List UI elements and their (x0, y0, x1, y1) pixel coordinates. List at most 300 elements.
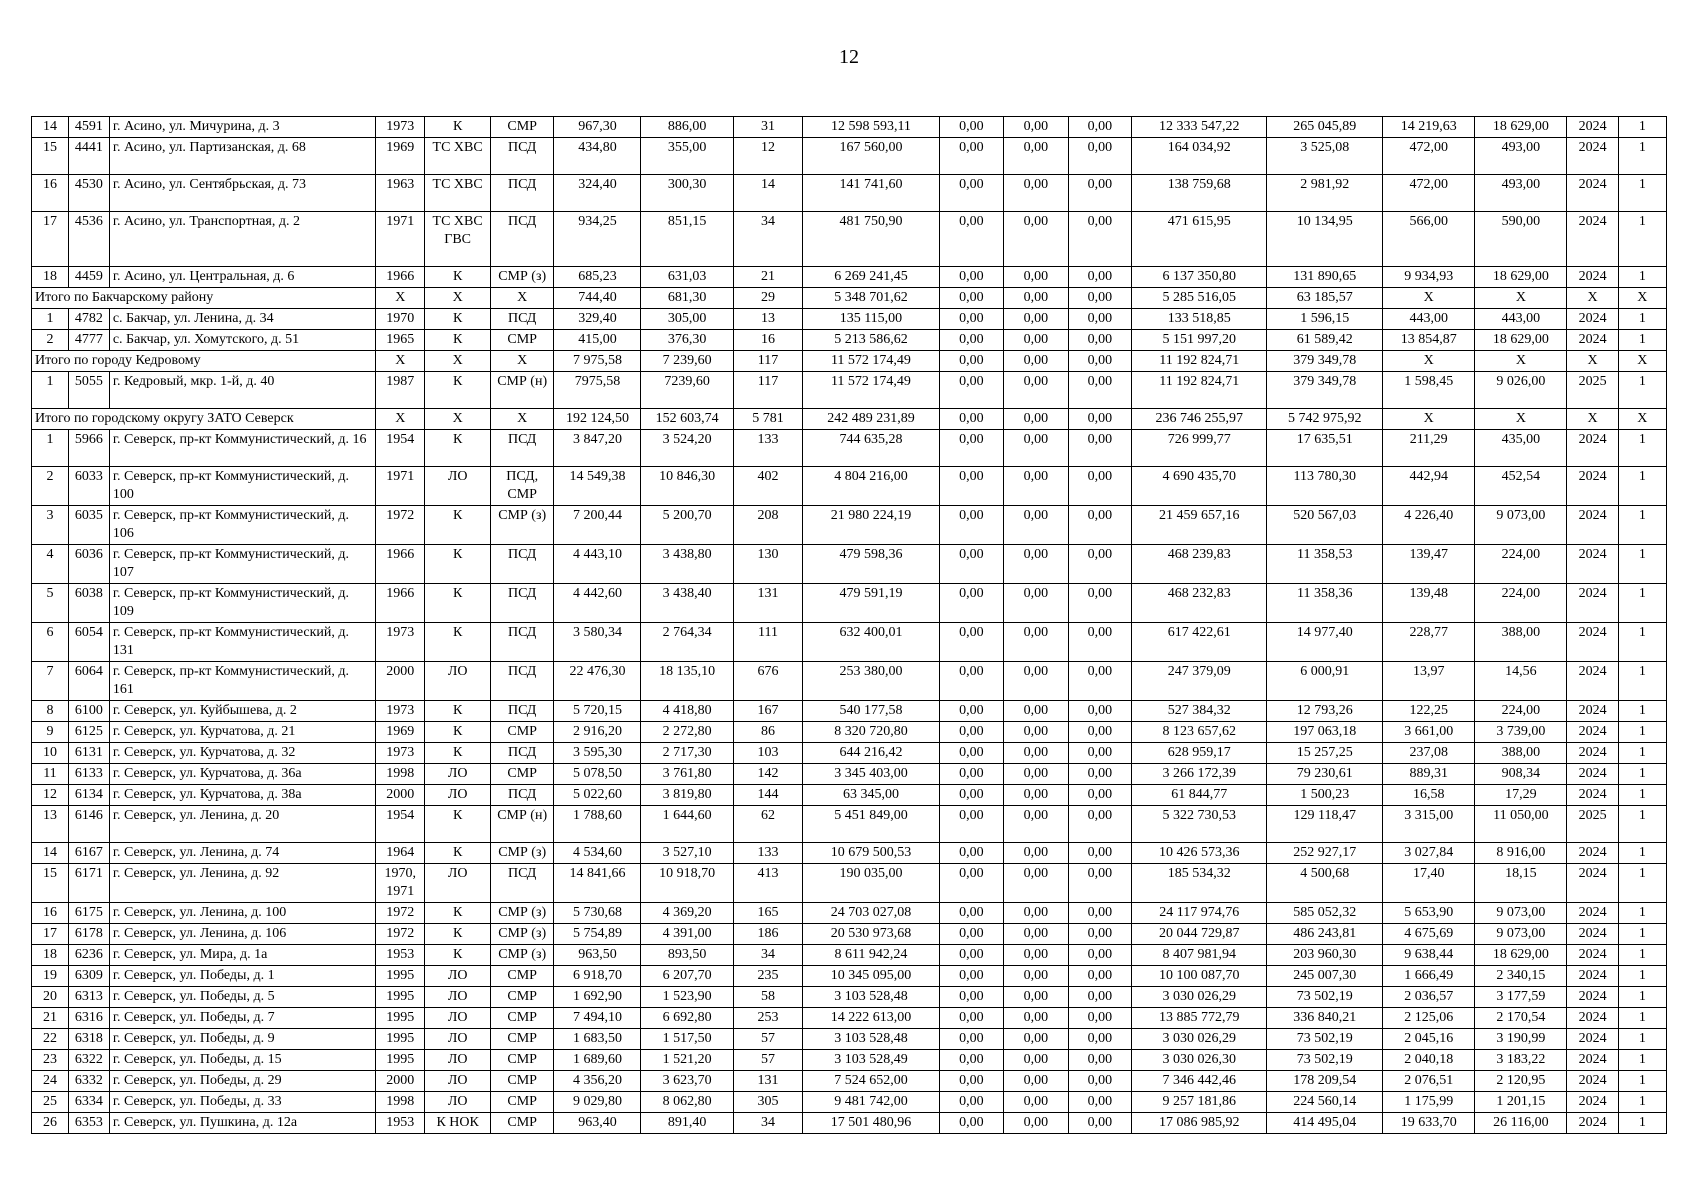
table-cell: ЛО (425, 966, 491, 987)
table-cell: 0,00 (939, 785, 1004, 806)
table-cell: 2 981,92 (1267, 175, 1383, 212)
address-cell: г. Северск, ул. Ленина, д. 100 (109, 903, 375, 924)
table-cell: 0,00 (1068, 545, 1132, 584)
table-cell: 164 034,92 (1132, 138, 1267, 175)
table-cell: 18 629,00 (1475, 267, 1567, 288)
table-cell: 142 (733, 764, 803, 785)
table-cell: 0,00 (1004, 623, 1069, 662)
table-cell: 4 675,69 (1383, 924, 1475, 945)
table-cell: 20 530 973,68 (803, 924, 939, 945)
address-cell: с. Бакчар, ул. Ленина, д. 34 (109, 309, 375, 330)
table-cell: 17 635,51 (1267, 430, 1383, 467)
table-cell: 1 517,50 (641, 1029, 733, 1050)
table-cell: 2 272,80 (641, 722, 733, 743)
address-cell: г. Северск, ул. Пушкина, д. 12а (109, 1113, 375, 1134)
table-cell: СМР (з) (490, 945, 554, 966)
table-cell: 2024 (1567, 1092, 1618, 1113)
table-cell: 1954 (376, 806, 425, 843)
table-cell: 26 116,00 (1475, 1113, 1567, 1134)
table-cell: 0,00 (1068, 806, 1132, 843)
table-cell: 15 (32, 864, 69, 903)
table-cell: К (425, 945, 491, 966)
table-cell: 520 567,03 (1267, 506, 1383, 545)
table-cell: 1 (1618, 584, 1666, 623)
table-cell: 324,40 (554, 175, 641, 212)
table-cell: ЛО (425, 467, 491, 506)
table-cell: 26 (32, 1113, 69, 1134)
table-cell: 0,00 (1004, 743, 1069, 764)
table-cell: 0,00 (1068, 987, 1132, 1008)
table-cell: 5 754,89 (554, 924, 641, 945)
table-cell: 0,00 (1068, 467, 1132, 506)
table-cell: 13 (733, 309, 803, 330)
total-cell: Х (1618, 288, 1666, 309)
table-cell: 22 (32, 1029, 69, 1050)
table-cell: 1 (1618, 966, 1666, 987)
table-cell: 2024 (1567, 467, 1618, 506)
table-cell: 0,00 (939, 722, 1004, 743)
total-cell: Х (376, 288, 425, 309)
table-cell: 13 (32, 806, 69, 843)
table-cell: 21 459 657,16 (1132, 506, 1267, 545)
table-cell: 144 (733, 785, 803, 806)
table-cell: 2 (32, 330, 69, 351)
table-cell: 0,00 (1004, 1092, 1069, 1113)
table-cell: 8 123 657,62 (1132, 722, 1267, 743)
table-cell: 2 170,54 (1475, 1008, 1567, 1029)
total-cell: Х (490, 288, 554, 309)
table-cell: 1 (32, 309, 69, 330)
table-cell: 73 502,19 (1267, 1050, 1383, 1071)
table-cell: 5055 (68, 372, 109, 409)
table-cell: 1 596,15 (1267, 309, 1383, 330)
table-cell: 2024 (1567, 1113, 1618, 1134)
table-cell: 2024 (1567, 1050, 1618, 1071)
address-cell: г. Северск, ул. Курчатова, д. 36а (109, 764, 375, 785)
table-cell: 726 999,77 (1132, 430, 1267, 467)
table-cell: 617 422,61 (1132, 623, 1267, 662)
table-cell: 0,00 (939, 1008, 1004, 1029)
total-cell: Х (1383, 351, 1475, 372)
table-cell: ЛО (425, 662, 491, 701)
table-cell: 1965 (376, 330, 425, 351)
table-cell: 0,00 (939, 662, 1004, 701)
table-cell: 6133 (68, 764, 109, 785)
table-cell: 9 073,00 (1475, 924, 1567, 945)
table-cell: К (425, 584, 491, 623)
table-cell: 0,00 (939, 175, 1004, 212)
total-cell: 379 349,78 (1267, 351, 1383, 372)
table-cell: 5 (32, 584, 69, 623)
address-cell: г. Северск, пр-кт Коммунистический, д. 109 (109, 584, 375, 623)
total-cell: Х (490, 351, 554, 372)
table-cell: 0,00 (939, 1113, 1004, 1134)
table-cell: 15 257,25 (1267, 743, 1383, 764)
table-cell: 0,00 (1068, 506, 1132, 545)
table-cell: 1 (32, 430, 69, 467)
total-cell: 0,00 (939, 409, 1004, 430)
table-row (32, 1008, 1667, 1029)
total-cell: Х (1475, 409, 1567, 430)
table-cell: 0,00 (1068, 924, 1132, 945)
table-cell: 0,00 (1068, 309, 1132, 330)
table-cell: 224,00 (1475, 701, 1567, 722)
table-cell: 133 (733, 430, 803, 467)
table-cell: 644 216,42 (803, 743, 939, 764)
table-cell: 1995 (376, 1050, 425, 1071)
total-cell: Х (1567, 409, 1618, 430)
address-cell: г. Асино, ул. Сентябрьская, д. 73 (109, 175, 375, 212)
table-cell: 4 500,68 (1267, 864, 1383, 903)
table-cell: 1963 (376, 175, 425, 212)
table-cell: 0,00 (1004, 843, 1069, 864)
table-cell: 2 764,34 (641, 623, 733, 662)
table-cell: 14 841,66 (554, 864, 641, 903)
table-cell: 228,77 (1383, 623, 1475, 662)
table-cell: 1972 (376, 506, 425, 545)
table-cell: 0,00 (1068, 584, 1132, 623)
table-row (32, 945, 1667, 966)
table-cell: ПСД (490, 864, 554, 903)
table-cell: 2024 (1567, 945, 1618, 966)
table-cell: 0,00 (1068, 138, 1132, 175)
table-cell: 6035 (68, 506, 109, 545)
table-row (32, 372, 1667, 409)
table-cell: 1 (1618, 138, 1666, 175)
table-cell: К (425, 372, 491, 409)
table-row (32, 843, 1667, 864)
table-cell: 1 (1618, 722, 1666, 743)
table-cell: 388,00 (1475, 623, 1567, 662)
table-cell: 1995 (376, 1029, 425, 1050)
table-cell: 0,00 (1004, 987, 1069, 1008)
table-cell: К (425, 924, 491, 945)
total-cell: 117 (733, 351, 803, 372)
table-row (32, 1071, 1667, 1092)
table-cell: 24 (32, 1071, 69, 1092)
table-cell: 1971 (376, 467, 425, 506)
address-cell: г. Северск, пр-кт Коммунистический, д. 131 (109, 623, 375, 662)
address-cell: г. Асино, ул. Транспортная, д. 2 (109, 212, 375, 267)
table-cell: 3 177,59 (1475, 987, 1567, 1008)
table-cell: 2024 (1567, 267, 1618, 288)
table-cell: 18 (32, 945, 69, 966)
table-cell: 3 527,10 (641, 843, 733, 864)
table-cell: 10 345 095,00 (803, 966, 939, 987)
table-cell: 34 (733, 1113, 803, 1134)
total-cell: Х (425, 409, 491, 430)
table-cell: 0,00 (1004, 175, 1069, 212)
table-cell: 0,00 (1004, 267, 1069, 288)
table-cell: 4782 (68, 309, 109, 330)
table-cell: 1 523,90 (641, 987, 733, 1008)
table-cell: 61 844,77 (1132, 785, 1267, 806)
total-cell: Х (425, 288, 491, 309)
table-cell: 6353 (68, 1113, 109, 1134)
table-cell: 252 927,17 (1267, 843, 1383, 864)
table-cell: 1 692,90 (554, 987, 641, 1008)
table-cell: 247 379,09 (1132, 662, 1267, 701)
table-cell: 6 918,70 (554, 966, 641, 987)
table-cell: 4441 (68, 138, 109, 175)
table-cell: 19 (32, 966, 69, 987)
address-cell: с. Бакчар, ул. Хомутского, д. 51 (109, 330, 375, 351)
table-row (32, 212, 1667, 267)
table-cell: 3 103 528,48 (803, 987, 939, 1008)
table-cell: 6318 (68, 1029, 109, 1050)
table-cell: 0,00 (1068, 175, 1132, 212)
table-cell: 0,00 (1004, 545, 1069, 584)
table-cell: 1995 (376, 987, 425, 1008)
table-row (32, 175, 1667, 212)
table-row (32, 267, 1667, 288)
table-row (32, 864, 1667, 903)
table-cell: 2024 (1567, 506, 1618, 545)
table-cell: 6125 (68, 722, 109, 743)
total-cell: Х (376, 409, 425, 430)
table-cell: 1 (1618, 1050, 1666, 1071)
table-cell: 122,25 (1383, 701, 1475, 722)
table-cell: 676 (733, 662, 803, 701)
table-cell: 1995 (376, 966, 425, 987)
table-cell: 13,97 (1383, 662, 1475, 701)
table-cell: 967,30 (554, 117, 641, 138)
table-cell: 1970 (376, 309, 425, 330)
table-cell: 1953 (376, 1113, 425, 1134)
table-cell: 1971 (376, 212, 425, 267)
table-cell: 7 346 442,46 (1132, 1071, 1267, 1092)
table-cell: 2000 (376, 1071, 425, 1092)
table-cell: 1 (1618, 924, 1666, 945)
table-cell: 9 073,00 (1475, 903, 1567, 924)
table-cell: 336 840,21 (1267, 1008, 1383, 1029)
table-cell: 0,00 (1004, 430, 1069, 467)
table-cell: 472,00 (1383, 138, 1475, 175)
table-cell: 0,00 (1068, 623, 1132, 662)
table-cell: 11 358,36 (1267, 584, 1383, 623)
total-cell: Х (1475, 351, 1567, 372)
table-cell: 3 524,20 (641, 430, 733, 467)
table-row (32, 506, 1667, 545)
table-cell: 14 977,40 (1267, 623, 1383, 662)
total-cell: 7 239,60 (641, 351, 733, 372)
table-cell: 0,00 (939, 1092, 1004, 1113)
table-cell: 0,00 (1068, 945, 1132, 966)
table-row (32, 764, 1667, 785)
table-cell: 0,00 (939, 506, 1004, 545)
table-cell: 141 741,60 (803, 175, 939, 212)
table-cell: 1 (1618, 117, 1666, 138)
table-cell: 4 356,20 (554, 1071, 641, 1092)
table-cell: 2024 (1567, 545, 1618, 584)
table-cell: ПСД (490, 785, 554, 806)
table-cell: 2 045,16 (1383, 1029, 1475, 1050)
table-cell: 203 960,30 (1267, 945, 1383, 966)
table-cell: 2 916,20 (554, 722, 641, 743)
table-cell: 208 (733, 506, 803, 545)
table-cell: 14,56 (1475, 662, 1567, 701)
table-cell: 1 (1618, 662, 1666, 701)
table-cell: 2025 (1567, 372, 1618, 409)
table-cell: 566,00 (1383, 212, 1475, 267)
table-cell: 6 269 241,45 (803, 267, 939, 288)
table-cell: 111 (733, 623, 803, 662)
table-cell: 17 (32, 212, 69, 267)
table-cell: К (425, 843, 491, 864)
table-cell: 3 438,80 (641, 545, 733, 584)
table-cell: 893,50 (641, 945, 733, 966)
table-cell: 4530 (68, 175, 109, 212)
table-cell: 117 (733, 372, 803, 409)
total-cell: Х (425, 351, 491, 372)
table-cell: СМР (з) (490, 903, 554, 924)
table-cell: 34 (733, 945, 803, 966)
table-cell: 6 (32, 623, 69, 662)
table-cell: 0,00 (1004, 1008, 1069, 1029)
table-cell: 2024 (1567, 924, 1618, 945)
table-cell: СМР (490, 117, 554, 138)
table-cell: 4 690 435,70 (1132, 467, 1267, 506)
table-cell: 0,00 (1004, 467, 1069, 506)
table-cell: 1998 (376, 1092, 425, 1113)
table-row (32, 743, 1667, 764)
table-cell: 0,00 (939, 372, 1004, 409)
table-cell: 6146 (68, 806, 109, 843)
table-cell: 6309 (68, 966, 109, 987)
address-cell: г. Северск, ул. Курчатова, д. 38а (109, 785, 375, 806)
table-cell: ПСД, СМР (490, 467, 554, 506)
table-cell: 21 980 224,19 (803, 506, 939, 545)
table-cell: 0,00 (939, 430, 1004, 467)
table-cell: 329,40 (554, 309, 641, 330)
table-cell: СМР (з) (490, 506, 554, 545)
table-cell: ЛО (425, 1029, 491, 1050)
table-cell: СМР (з) (490, 267, 554, 288)
table-cell: 2024 (1567, 623, 1618, 662)
address-cell: г. Северск, пр-кт Коммунистический, д. 107 (109, 545, 375, 584)
table-cell: 1 689,60 (554, 1050, 641, 1071)
table-cell: 131 (733, 584, 803, 623)
table-cell: ПСД (490, 138, 554, 175)
total-cell: Х (1618, 351, 1666, 372)
table-cell: 5 451 849,00 (803, 806, 939, 843)
table-cell: 414 495,04 (1267, 1113, 1383, 1134)
table-cell: 3 103 528,48 (803, 1029, 939, 1050)
table-row (32, 987, 1667, 1008)
address-cell: г. Северск, ул. Ленина, д. 106 (109, 924, 375, 945)
table-cell: 7 494,10 (554, 1008, 641, 1029)
table-cell: 2024 (1567, 701, 1618, 722)
table-cell: 3 438,40 (641, 584, 733, 623)
table-cell: 113 780,30 (1267, 467, 1383, 506)
table-cell: 9 073,00 (1475, 506, 1567, 545)
table-cell: 1954 (376, 430, 425, 467)
address-cell: г. Северск, ул. Ленина, д. 74 (109, 843, 375, 864)
table-cell: 9 257 181,86 (1132, 1092, 1267, 1113)
table-cell: 224,00 (1475, 584, 1567, 623)
table-cell: 5 078,50 (554, 764, 641, 785)
table-cell: 2000 (376, 785, 425, 806)
table-cell: 6236 (68, 945, 109, 966)
table-row (32, 1113, 1667, 1134)
table-cell: 0,00 (1068, 843, 1132, 864)
table-cell: 10 100 087,70 (1132, 966, 1267, 987)
table-cell: 3 580,34 (554, 623, 641, 662)
table-cell: ТС ХВС (425, 175, 491, 212)
table-cell: 1 (1618, 372, 1666, 409)
table-cell: 0,00 (939, 987, 1004, 1008)
table-row (32, 722, 1667, 743)
address-cell: г. Северск, ул. Курчатова, д. 32 (109, 743, 375, 764)
total-cell: 0,00 (939, 288, 1004, 309)
table-cell: 10 426 573,36 (1132, 843, 1267, 864)
table-cell: 590,00 (1475, 212, 1567, 267)
table-cell: 9 638,44 (1383, 945, 1475, 966)
table-cell: 3 (32, 506, 69, 545)
total-cell: 242 489 231,89 (803, 409, 939, 430)
table-row (32, 138, 1667, 175)
table-cell: 79 230,61 (1267, 764, 1383, 785)
table-cell: ПСД (490, 545, 554, 584)
table-cell: 4 443,10 (554, 545, 641, 584)
table-cell: СМР (490, 1029, 554, 1050)
address-cell: г. Северск, пр-кт Коммунистический, д. 100 (109, 467, 375, 506)
table-cell: 376,30 (641, 330, 733, 351)
table-cell: 2024 (1567, 1008, 1618, 1029)
table-cell: 851,15 (641, 212, 733, 267)
table-cell: ЛО (425, 987, 491, 1008)
table-cell: К (425, 117, 491, 138)
table-cell: 21 (32, 1008, 69, 1029)
table-cell: 9 026,00 (1475, 372, 1567, 409)
table-cell: 7239,60 (641, 372, 733, 409)
address-cell: г. Северск, ул. Ленина, д. 92 (109, 864, 375, 903)
table-cell: 197 063,18 (1267, 722, 1383, 743)
table-cell: К (425, 623, 491, 662)
table-cell: 4 (32, 545, 69, 584)
table-cell: 10 (32, 743, 69, 764)
table-cell: 12 333 547,22 (1132, 117, 1267, 138)
table-cell: 4 418,80 (641, 701, 733, 722)
table-cell: 0,00 (1004, 138, 1069, 175)
table-row (32, 584, 1667, 623)
table-cell: 0,00 (939, 806, 1004, 843)
address-cell: г. Северск, пр-кт Коммунистический, д. 16 (109, 430, 375, 467)
table-cell: ЛО (425, 1008, 491, 1029)
table-cell: 1 598,45 (1383, 372, 1475, 409)
table-row (32, 545, 1667, 584)
table-cell: 0,00 (1004, 722, 1069, 743)
table-cell: 1 (1618, 1071, 1666, 1092)
total-cell: Х (1383, 409, 1475, 430)
table-cell: ТС ХВС ГВС (425, 212, 491, 267)
table-cell: 0,00 (1004, 966, 1069, 987)
table-cell: 1969 (376, 138, 425, 175)
table-cell: 2024 (1567, 785, 1618, 806)
table-cell: 165 (733, 903, 803, 924)
table-cell: 22 476,30 (554, 662, 641, 701)
table-cell: 0,00 (1068, 966, 1132, 987)
table-cell: 493,00 (1475, 175, 1567, 212)
total-cell: 7 975,58 (554, 351, 641, 372)
table-cell: 0,00 (1004, 945, 1069, 966)
table-cell: СМР (490, 1092, 554, 1113)
table-cell: 5 022,60 (554, 785, 641, 806)
table-cell: 14 222 613,00 (803, 1008, 939, 1029)
table-cell: 1 (1618, 764, 1666, 785)
table-cell: СМР (490, 987, 554, 1008)
table-cell: 1 788,60 (554, 806, 641, 843)
